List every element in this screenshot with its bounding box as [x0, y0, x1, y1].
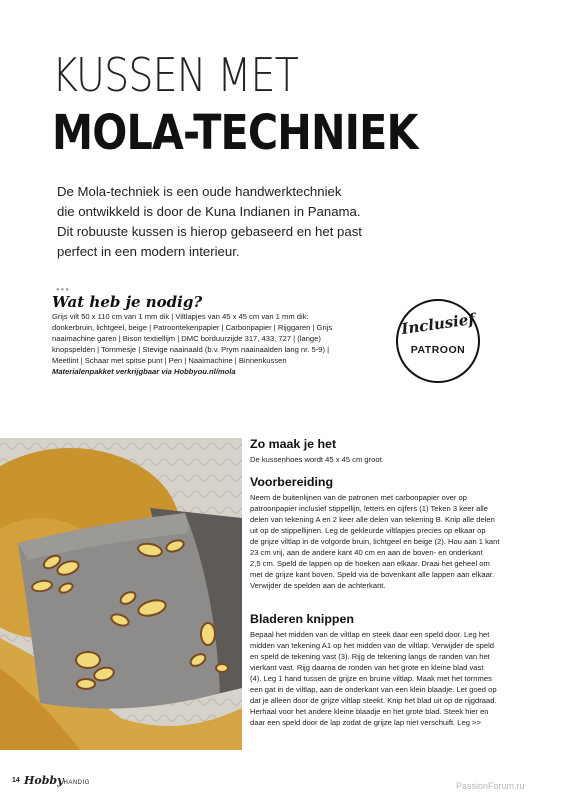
- title-line-2: MOLA-TECHNIEK: [52, 105, 418, 161]
- how-text: [250, 454, 520, 465]
- materials-kit-link[interactable]: Materialenpakket verkrijgbaar via Hobbyou.nl/mola: [52, 367, 236, 376]
- leaves-line: vierkant vast. Rijg daarna de ronden van het grote en kleine blad vast: [250, 663, 484, 672]
- prep-line: uit op de stippellijnen. Leg de gekleurde viltlapjes precies op elkaar op: [250, 526, 486, 535]
- leaves-line: dat je alleen door de grijze viltlap steekt. Knip het blad uit op de rijgdraad.: [250, 696, 497, 705]
- prep-heading: Voorbereiding: [250, 475, 334, 489]
- decorative-dots: ●●●: [56, 287, 70, 293]
- leaves-line: Herhaal voor het andere kleine blaadje en het grote blad. Steek hier en: [250, 707, 489, 716]
- intro-line: Dit robuuste kussen is hierop gebaseerd en het past: [57, 224, 362, 239]
- leaves-line: een gat in de viltlap, aan de onderkant van een klein blaadje. Let goed op: [250, 685, 497, 694]
- badge-line-2: PATROON: [410, 344, 466, 356]
- leaves-line: Bepaal het midden van de viltlap en steek daar een speld door. Leg het: [250, 630, 490, 639]
- logo-sub: HANDIG: [63, 780, 90, 786]
- magazine-logo: [24, 774, 90, 787]
- intro-line: perfect in een modern interieur.: [57, 244, 240, 259]
- how-heading: Zo maak je het: [250, 437, 337, 451]
- prep-line: 2,5 cm. Speld de lappen op de hoeken aan elkaar. Draai het geheel om: [250, 559, 490, 568]
- needs-heading: Wat heb je nodig?: [52, 293, 203, 311]
- leaves-paragraph: [250, 629, 520, 728]
- prep-line: met de grijze kant boven. Speld via de bovenkant alle lappen aan elkaar.: [250, 570, 495, 579]
- needs-line: Meetlint | Schaar met spitse punt | Pen | Naaimachine | Binnenkussen: [52, 356, 287, 365]
- prep-line: de grijze viltlap in de volgorde bruin, lichtgeel en beige (2). Hou aan 1 kant: [250, 537, 500, 546]
- how-line: De kussenhoes wordt 45 x 45 cm groot.: [250, 455, 384, 464]
- needs-line: Grijs vilt 50 x 110 cm van 1 mm dik | Viltlapjes van 45 x 45 cm van 1 mm dik:: [52, 312, 309, 321]
- prep-line: delen van tekening A en 2 keer alle delen van tekening B. Knip alle delen: [250, 515, 495, 524]
- prep-paragraph: [250, 492, 520, 591]
- badge-line-1: Inclusief: [400, 309, 476, 339]
- prep-line: patroonpapier inclusief stippellijn, letters en cijfers (1) Teken 3 keer alle: [250, 504, 488, 513]
- logo-text: Hobby: [24, 774, 64, 787]
- leaves-line: midden van tekening A1 op het midden van de viltlap. Verwijder de speld: [250, 641, 495, 650]
- prep-line: 23 cm vrij, aan de andere kant 40 cm en aan de boven- en onderkant: [250, 548, 483, 557]
- needs-line: naaimachine garen | Bison textiellijm | DMC borduurzijde 317, 433, 727 | (lange): [52, 334, 321, 343]
- prep-line: Verwijder de spelden aan de achterkant.: [250, 581, 386, 590]
- leaves-heading: Bladeren knippen: [250, 612, 354, 626]
- leaves-line: (4). Leg 1 hand tussen de grijze en bruine viltlap. Maak met het tornmes: [250, 674, 492, 683]
- leaves-line: en speld de tekening vast (3). Rijg de tekening langs de randen van het: [250, 652, 490, 661]
- needs-line: knopspelden | Tornmesje | Stevige naainaald (b.v. Prym naainaalden lang nr. 5-9) |: [52, 345, 330, 354]
- needs-line: donkerbruin, lichtgeel, beige | Patroontekenpapier | Carbonpapier | Rijggaren | Grijs: [52, 323, 333, 332]
- needs-list: [52, 311, 382, 377]
- intro-paragraph: [57, 182, 387, 262]
- pillow-photo: [0, 438, 242, 750]
- inclusief-patroon-badge: [396, 299, 480, 383]
- watermark: PassionForum.ru: [456, 781, 525, 791]
- title-line-1: KUSSEN MET: [52, 48, 298, 102]
- page-number: 14: [12, 777, 20, 784]
- leaves-line: daar een speld door de lap zodat de grijze lap niet verschuift. Leg >>: [250, 718, 481, 727]
- intro-line: die ontwikkeld is door de Kuna Indianen in Panama.: [57, 204, 361, 219]
- prep-line: Neem de buitenlijnen van de patronen met carbonpapier over op: [250, 493, 467, 502]
- intro-line: De Mola-techniek is een oude handwerktechniek: [57, 184, 342, 199]
